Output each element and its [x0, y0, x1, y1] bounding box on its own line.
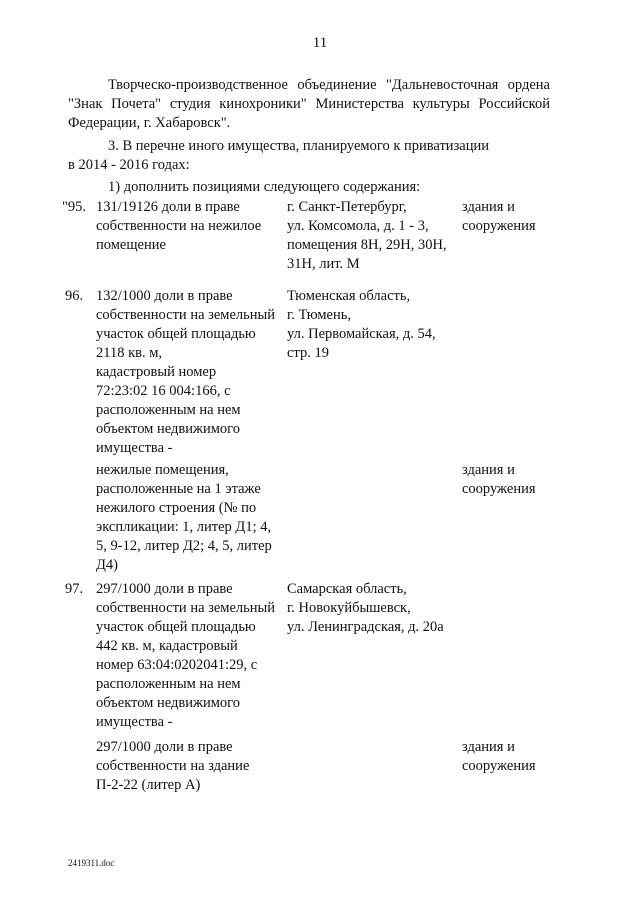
item-description: 131/19126 доли в праве собственности на нежилое помещение: [96, 199, 262, 253]
intro-line-2: "Знак Почета" студия кинохроники" Министерства культуры Российской: [68, 96, 550, 112]
item-description: 297/1000 доли в праве собственности на здание П-2-22 (литер А): [96, 739, 250, 793]
page-number: 11: [312, 35, 328, 51]
item-number: 97.: [65, 581, 84, 597]
section-3-line-1: 3. В перечне иного имущества, планируемого к приватизации: [108, 138, 490, 154]
intro-line-3: Федерации, г. Хабаровск".: [68, 115, 231, 131]
item-number: "95.: [62, 199, 87, 215]
item-address: Тюменская область, г. Тюмень, ул. Первомайская, д. 54, стр. 19: [287, 288, 436, 361]
item-address: Самарская область, г. Новокуйбышевск, ул. Ленинградская, д. 20а: [287, 581, 444, 635]
item-description: 297/1000 доли в праве собственности на земельный участок общей площадью 442 кв. м, кадастровый номер 63:04:0202041:29, с расположенным на нем объектом недвижимого имущества -: [96, 581, 276, 730]
item-description: нежилые помещения, расположенные на 1 этаже нежилого строения (№ по экспликации: 1, литер Д1; 4, 5, 9-12, литер Д2; 4, 5, литер Д4): [96, 462, 272, 573]
footer-filename: 2419311.doc: [68, 858, 115, 868]
section-3-line-2: в 2014 - 2016 годах:: [68, 157, 190, 173]
item-address: г. Санкт-Петербург, ул. Комсомола, д. 1 - 3, помещения 8Н, 29Н, 30Н, 31Н, лит. М: [287, 199, 447, 272]
item-number: 96.: [65, 288, 84, 304]
item-type: здания и сооружения: [462, 739, 536, 774]
section-3-subitem: 1) дополнить позициями следующего содержания:: [108, 179, 421, 195]
item-type: здания и сооружения: [462, 199, 536, 234]
intro-line-1: Творческо-производственное объединение "Дальневосточная ордена: [108, 77, 550, 93]
item-description: 132/1000 доли в праве собственности на земельный участок общей площадью 2118 кв. м, кадастровый номер 72:23:02 16 004:166, с расположенным на нем объектом недвижимого имущества -: [96, 288, 276, 456]
item-type: здания и сооружения: [462, 462, 536, 497]
